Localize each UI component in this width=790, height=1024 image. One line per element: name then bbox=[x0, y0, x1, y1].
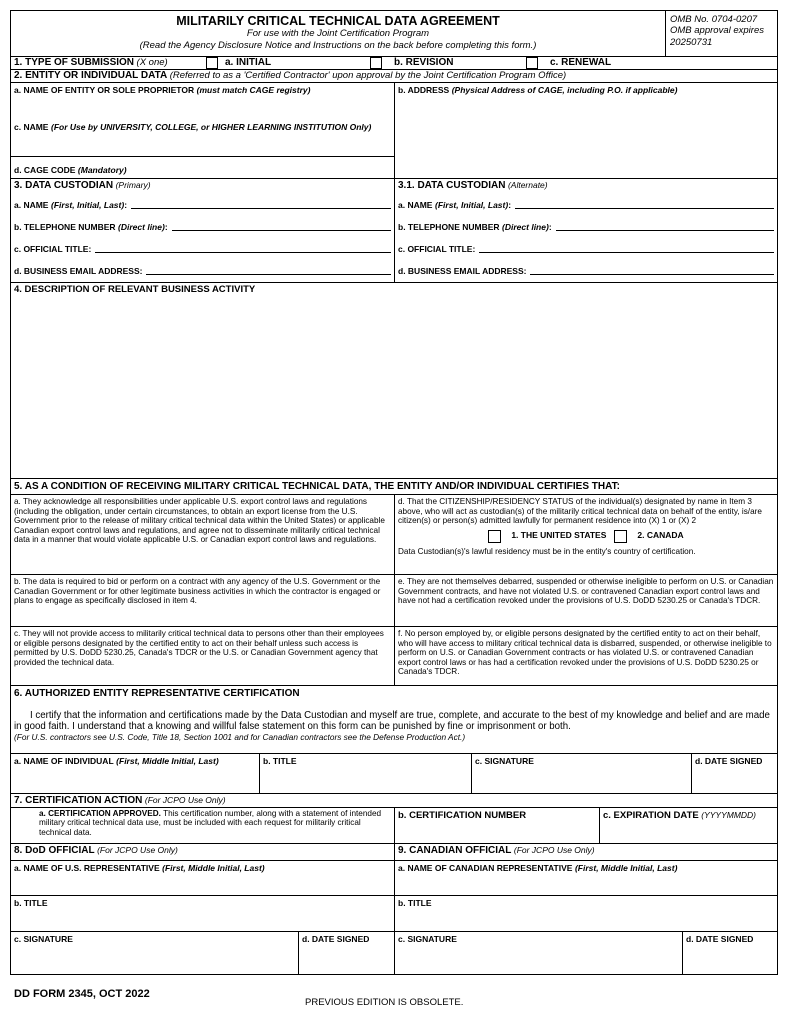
section-7-heading: 7. CERTIFICATION ACTION bbox=[14, 794, 143, 806]
section-1 bbox=[10, 57, 778, 70]
residency-options bbox=[398, 530, 774, 543]
alternate-custodian bbox=[394, 179, 777, 282]
us-rep-sign-row bbox=[11, 932, 394, 974]
primary-name-label: a. NAME bbox=[14, 200, 49, 211]
omb-date: 20250731 bbox=[670, 36, 713, 48]
alternate-name-label: a. NAME bbox=[398, 200, 433, 211]
university-name-field[interactable] bbox=[11, 120, 394, 156]
cert-c-text: c. They will not provide access to militarily critical technical data to persons other than their employees or eligible persons designated by the certified entity to act on their behalf unless such access is permitted by U.S. DoDD 5230.25, Canada's TDCR or the U.S. or Canadian Government agency that provided the technical data. bbox=[14, 629, 384, 667]
section-7-header bbox=[10, 794, 778, 808]
residency-note: Data Custodian(s)'s lawful residency must be in the entity's country of certification. bbox=[398, 546, 696, 556]
section-9-title bbox=[395, 844, 777, 861]
primary-email-field[interactable] bbox=[11, 255, 394, 277]
initial-label: a. INITIAL bbox=[225, 57, 272, 69]
primary-email-label: d. BUSINESS EMAIL ADDRESS: bbox=[14, 266, 143, 277]
rep-name-field[interactable] bbox=[11, 754, 259, 793]
section-6-fields bbox=[10, 754, 778, 794]
header-titles bbox=[11, 11, 665, 56]
us-rep-name-field[interactable] bbox=[11, 861, 394, 896]
section-2-note: (Referred to as a 'Certified Contractor' upon approval by the Joint Certification Program Office) bbox=[169, 69, 567, 81]
rep-signature-field[interactable] bbox=[471, 754, 691, 793]
primary-phone-label: b. TELEPHONE NUMBER bbox=[14, 222, 116, 233]
cert-b-text: b. The data is required to bid or perform on a contract with any agency of the U.S. Government or the Canadian Government or for other legitimate business activities in which the contractor is engaged or plans to engage as specifically disclosed in item 4. bbox=[14, 577, 381, 606]
section-31-note: (Alternate) bbox=[507, 180, 548, 190]
cage-code-note: (Mandatory) bbox=[77, 165, 127, 176]
certification-number-field[interactable] bbox=[394, 808, 599, 843]
section-31-title bbox=[395, 179, 777, 193]
business-activity-field[interactable] bbox=[10, 283, 778, 479]
address-field[interactable] bbox=[394, 83, 777, 178]
us-rep-date-field[interactable] bbox=[298, 932, 394, 974]
alternate-phone-field[interactable]: b. TELEPHONE NUMBER (Direct line) : bbox=[395, 211, 777, 233]
rep-date-field[interactable] bbox=[691, 754, 777, 793]
ca-rep-name-field[interactable] bbox=[395, 861, 777, 896]
us-rep-signature-field[interactable] bbox=[11, 932, 298, 974]
section-2-body bbox=[10, 83, 778, 179]
us-rep-date-label: d. DATE SIGNED bbox=[302, 934, 370, 944]
us-residency-label: 1. THE UNITED STATES bbox=[511, 530, 607, 541]
us-residency-checkbox[interactable] bbox=[488, 530, 501, 543]
section-6-heading: 6. AUTHORIZED ENTITY REPRESENTATIVE CERTIFICATION bbox=[14, 688, 300, 699]
section-6-statement bbox=[10, 686, 778, 754]
university-name-note: (For Use by UNIVERSITY, COLLEGE, or HIGHER LEARNING INSTITUTION Only) bbox=[51, 122, 372, 132]
alternate-name-field[interactable]: a. NAME (First, Initial, Last) : bbox=[395, 193, 777, 211]
us-rep-title-field[interactable] bbox=[11, 896, 394, 932]
approval-heading: a. CERTIFICATION APPROVED. bbox=[39, 809, 161, 818]
renewal-checkbox[interactable] bbox=[526, 57, 538, 69]
primary-name-note: (First, Initial, Last) bbox=[51, 200, 125, 211]
ca-rep-name-label: a. NAME OF CANADIAN REPRESENTATIVE bbox=[398, 863, 573, 873]
section-1-title bbox=[11, 57, 206, 69]
university-name-label: c. NAME bbox=[14, 122, 49, 132]
primary-title-line bbox=[95, 252, 391, 253]
section-5-heading: 5. AS A CONDITION OF RECEIVING MILITARY CRITICAL TECHNICAL DATA, THE ENTITY AND/OR INDIVIDUAL CERTIFIES THAT: bbox=[14, 480, 620, 492]
certification-number-label: b. CERTIFICATION NUMBER bbox=[398, 810, 527, 821]
revision-checkbox[interactable] bbox=[370, 57, 382, 69]
alternate-name-note: (First, Initial, Last) bbox=[435, 200, 509, 211]
section-3-heading: 3. DATA CUSTODIAN bbox=[14, 180, 114, 191]
section-3 bbox=[10, 179, 778, 283]
primary-phone-line bbox=[172, 230, 391, 231]
renewal-label: c. RENEWAL bbox=[550, 57, 612, 69]
entity-name-note: (must match CAGE registry) bbox=[196, 85, 311, 95]
section-5-row-2 bbox=[10, 575, 778, 627]
alternate-email-label: d. BUSINESS EMAIL ADDRESS: bbox=[398, 266, 527, 277]
alternate-email-field[interactable] bbox=[395, 255, 777, 277]
rep-date-label: d. DATE SIGNED bbox=[695, 756, 763, 766]
section-5-row-3 bbox=[10, 627, 778, 686]
section-8-note: (For JCPO Use Only) bbox=[97, 845, 178, 855]
alternate-title-label: c. OFFICIAL TITLE: bbox=[398, 244, 476, 255]
ca-rep-title-label: b. TITLE bbox=[398, 898, 432, 908]
rep-signature-label: c. SIGNATURE bbox=[475, 756, 534, 766]
ca-rep-signature-field[interactable] bbox=[395, 932, 682, 974]
alternate-name-line bbox=[515, 208, 774, 209]
primary-custodian bbox=[11, 179, 394, 282]
canadian-official bbox=[394, 844, 777, 974]
cert-d-block bbox=[394, 495, 777, 574]
primary-name-line bbox=[131, 208, 391, 209]
section-5-header bbox=[10, 479, 778, 495]
cage-code-field[interactable] bbox=[11, 156, 394, 178]
section-2-left bbox=[11, 83, 394, 178]
alternate-phone-label: b. TELEPHONE NUMBER bbox=[398, 222, 500, 233]
section-2-heading: 2. ENTITY OR INDIVIDUAL DATA bbox=[14, 70, 168, 82]
section-4-heading: 4. DESCRIPTION OF RELEVANT BUSINESS ACTIVITY bbox=[14, 284, 256, 295]
entity-name-label: a. NAME OF ENTITY OR SOLE PROPRIETOR bbox=[14, 85, 195, 95]
expiration-date-field[interactable] bbox=[599, 808, 777, 843]
form-subtitle: For use with the Joint Certification Program bbox=[246, 28, 430, 40]
us-rep-signature-label: c. SIGNATURE bbox=[14, 934, 73, 944]
omb-approval: OMB approval expires bbox=[670, 25, 764, 37]
certification-legal-note: (For U.S. contractors see U.S. Code, Title 18, Section 1001 and for Canadian contractors see the Defense Production Act.) bbox=[14, 731, 466, 742]
initial-checkbox[interactable] bbox=[206, 57, 218, 69]
section-3-note: (Primary) bbox=[115, 180, 151, 190]
expiration-date-note: (YYYYMMDD) bbox=[701, 810, 757, 820]
form-identifier: DD FORM 2345, OCT 2022 bbox=[14, 988, 150, 1000]
section-1-note: (X one) bbox=[136, 57, 168, 69]
revision-label: b. REVISION bbox=[394, 57, 454, 69]
address-label: b. ADDRESS bbox=[398, 85, 450, 95]
section-2-header bbox=[10, 70, 778, 83]
ca-rep-sign-row bbox=[395, 932, 777, 974]
rep-name-note: (First, Middle Initial, Last) bbox=[116, 756, 219, 766]
section-7-body bbox=[10, 808, 778, 844]
alternate-title-field[interactable] bbox=[395, 233, 777, 255]
ca-rep-name-note: (First, Middle Initial, Last) bbox=[574, 863, 678, 873]
ca-rep-title-field[interactable] bbox=[395, 896, 777, 932]
expiration-date-label: c. EXPIRATION DATE bbox=[603, 810, 699, 821]
ca-rep-signature-label: c. SIGNATURE bbox=[398, 934, 457, 944]
section-9-note: (For JCPO Use Only) bbox=[513, 845, 595, 855]
primary-email-line bbox=[146, 274, 391, 275]
section-5-row-1 bbox=[10, 495, 778, 575]
cert-e-text: e. They are not themselves debarred, suspended or otherwise ineligible to perform on U.S. or Canadian Government contracts, and have not violated U.S. or contravened Canadian export control laws and have not had a certification revoked under the provisions of U.S. DoDD 5230.25 or Canada's TDCR. bbox=[394, 575, 777, 626]
section-3-title bbox=[11, 179, 394, 193]
section-8-title bbox=[11, 844, 394, 861]
form bbox=[10, 10, 778, 975]
rep-name-label: a. NAME OF INDIVIDUAL bbox=[14, 756, 114, 766]
canada-residency-checkbox[interactable] bbox=[614, 530, 627, 543]
section-1-heading: 1. TYPE OF SUBMISSION bbox=[14, 57, 135, 69]
us-rep-name-note: (First, Middle Initial, Last) bbox=[162, 863, 265, 873]
alternate-phone-line bbox=[556, 230, 774, 231]
omb-number: OMB No. 0704-0207 bbox=[670, 14, 758, 25]
canada-residency-label: 2. CANADA bbox=[637, 530, 684, 541]
ca-rep-date-field[interactable] bbox=[682, 932, 777, 974]
primary-phone-note: (Direct line) bbox=[118, 222, 165, 233]
form-title: MILITARILY CRITICAL TECHNICAL DATA AGREEMENT bbox=[176, 14, 500, 28]
section-7-note: (For JCPO Use Only) bbox=[144, 794, 226, 805]
alternate-title-line bbox=[479, 252, 774, 253]
primary-phone-field[interactable]: b. TELEPHONE NUMBER (Direct line) : bbox=[11, 211, 394, 233]
rep-title-field[interactable] bbox=[259, 754, 471, 793]
alternate-email-line bbox=[530, 274, 774, 275]
cert-a-text: a. They acknowledge all responsibilities under applicable U.S. export control laws and regulations (including the obligation, under certain circumstances, to obtain an export license from the U.S. Government prior to the release of military critical technical data within the United States) or applicable Canadian export control laws and regulations, and agree not to disseminate militarily critical technical data in a manner that would violate applicable U.S. or Canadian export control laws and regulations. bbox=[14, 497, 385, 545]
rep-title-label: b. TITLE bbox=[263, 756, 297, 766]
approval-text: This certification number, along with a statement of intended military critical technical data use, must be included with each request for militarily critical technical data. bbox=[39, 809, 382, 837]
address-note: (Physical Address of CAGE, including P.O. if applicable) bbox=[451, 85, 678, 95]
cert-d-text: d. That the CITIZENSHIP/RESIDENCY STATUS of the individual(s) designated by name in Item 3 above, who will act as custodian(s) of the militarily critical technical data on behalf of the entity, is/are citizen(s) or person(s) admitted lawfully for permanent residence into (X) 1 or (X) 2 bbox=[398, 497, 762, 526]
obsolete-notice: PREVIOUS EDITION IS OBSOLETE. bbox=[305, 997, 464, 1008]
section-31-heading: 3.1. DATA CUSTODIAN bbox=[398, 180, 506, 191]
section-8-heading: 8. DoD OFFICIAL bbox=[14, 845, 95, 856]
entity-name-field[interactable] bbox=[11, 83, 394, 120]
form-instructions: (Read the Agency Disclosure Notice and Instructions on the back before completing this form.) bbox=[139, 40, 537, 52]
cert-f-text: f. No person employed by, or eligible persons designated by the certified entity to act on their behalf, who will have access to military critical technical data is disbarred, suspended, or otherwise ineligible to perform on U.S. or Canadian Government contracts or has violated U.S. or contravened Canadian export control laws or has had a certification revoked under the provisions of U.S. DoDD 5230.25 or Canada's TDCR. bbox=[394, 627, 777, 685]
form-header bbox=[10, 10, 778, 57]
ca-rep-date-label: d. DATE SIGNED bbox=[686, 934, 754, 944]
primary-name-field[interactable]: a. NAME (First, Initial, Last) : bbox=[11, 193, 394, 211]
approval-statement bbox=[11, 808, 394, 843]
primary-title-field[interactable] bbox=[11, 233, 394, 255]
cage-code-label: d. CAGE CODE bbox=[14, 165, 76, 176]
section-9-heading: 9. CANADIAN OFFICIAL bbox=[398, 845, 512, 856]
certification-statement: I certify that the information and certifications made by the Data Custodian and myself are true, complete, and accurate to the best of my knowledge and belief and are made in good faith. I understand that a knowing and willful false statement on this form can be punished by fine or imprisonment or both. bbox=[14, 709, 770, 733]
dod-official bbox=[11, 844, 394, 974]
officials-section bbox=[10, 844, 778, 975]
us-rep-title-label: b. TITLE bbox=[14, 898, 48, 908]
us-rep-name-label: a. NAME OF U.S. REPRESENTATIVE bbox=[14, 863, 160, 873]
alternate-phone-note: (Direct line) bbox=[502, 222, 549, 233]
primary-title-label: c. OFFICIAL TITLE: bbox=[14, 244, 92, 255]
omb-box bbox=[665, 11, 777, 56]
